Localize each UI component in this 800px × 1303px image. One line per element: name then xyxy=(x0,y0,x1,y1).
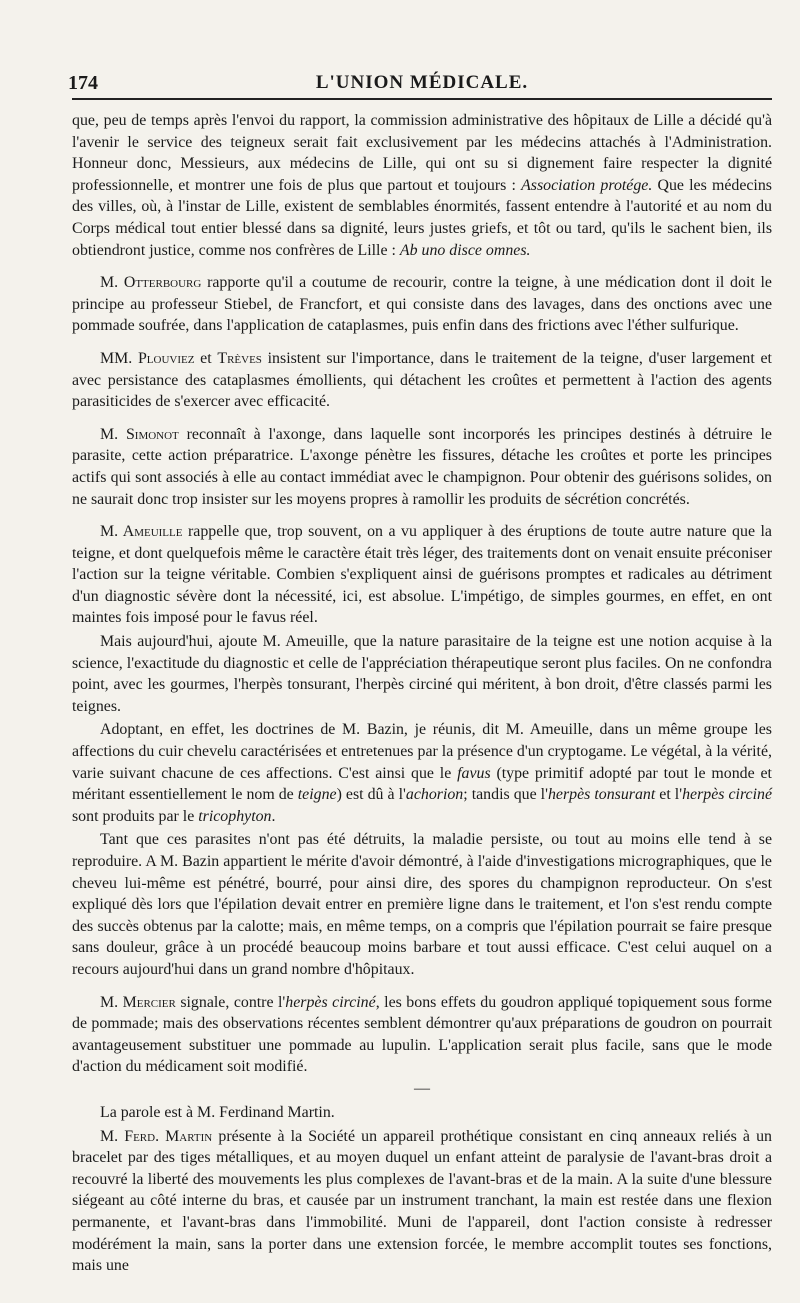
paragraph: M. Simonot reconnaît à l'axonge, dans laquelle sont incorporés les principes destinés à détruire le parasite, cette action préparatrice. L'axonge pénètre les fissures, détache les croûtes et porte les principes actifs qui sont associés à elle au contact immédiat avec le champignon. Pour obtenir des guérisons solides, on ne saurait donc trop insister sur les moyens propres à ramollir les produits de sécrétion concrétés. xyxy=(72,425,772,508)
paragraph: Tant que ces parasites n'ont pas été détruits, la maladie persiste, ou tout au moins elle tend à se reproduire. A M. Bazin appartient le mérite d'avoir démontré, à l'aide d'investigations micrographiques, que le cheveu lui-même est pénétré, bourré, pour ainsi dire, des spores du champignon reproducteur. On s'est expliqué dès lors que l'épilation devait entrer en première ligne dans le traitement, et l'on s'est rendu compte des succès obtenus par la calotte; mais, en même temps, on a compris que l'épilation pourrait se faire presque sans douleur, grâce à un procédé beaucoup moins barbare et tout aussi efficace. C'est celui auquel on a recours aujourd'hui dans un grand nombre d'hôpitaux. xyxy=(72,831,772,978)
page-number: 174 xyxy=(68,72,98,94)
paragraph: M. Ferd. Martin présente à la Société un appareil prothétique consistant en cinq anneaux reliés à un bracelet par des tiges métalliques, et au moyen duquel un enfant atteint de paralysie de l'avant-bras droit a recouvré la liberté des mouvements les plus complexes de l'avant-bras et de la main. A la suite d'une blessure siégeant au côté interne du bras, et causée par un instrument tranchant, la main est restée dans une flexion permanente, et l'avant-bras dans l'immobilité. Muni de l'appareil, dont l'action consiste à redresser modérément la main, sans la porter dans une extension forcée, le membre accomplit toutes ses fonctions, mais une xyxy=(72,1127,772,1275)
paragraph: M. Ameuille rappelle que, trop souvent, on a vu appliquer à des éruptions de toute autre nature que la teigne, et dont quelquefois même le caractère était très léger, des traitements dont on venait ensuite préconiser l'action sur la teigne véritable. Combien s'expliquent ainsi de guérisons promptes et radicales au détriment d'un diagnostic sévère dont la nécessité, ici, est absolue. L'impétigo, de simples gourmes, en effet, en ont maintes fois imposé pour le favus réel. xyxy=(72,523,772,627)
page-header xyxy=(68,66,772,100)
paragraph: M. Otterbourg rapporte qu'il a coutume de recourir, contre la teigne, à une médication dont il doit le principe au professeur Stiebel, de Francfort, et qui consiste dans des lavages, dans des onctions avec une pommade soufrée, dans l'application de cataplasmes, puis enfin dans des frictions avec l'éther sulfurique. xyxy=(72,274,772,335)
speaker-name: M. Ameuille xyxy=(100,523,183,541)
article-body xyxy=(72,110,772,1277)
paragraph: M. Mercier signale, contre l'herpès circiné, les bons effets du goudron appliqué topiquement sous forme de pommade; mais des observations récentes semblent démontrer qu'aux préparations de goudron on pourrait avantageusement substituer une pommade au lupulin. L'application serait plus facile, sans que le mode d'action du médicament soit modifié. xyxy=(72,993,772,1076)
speaker-name: M. Mercier xyxy=(100,993,176,1011)
paragraph: MM. Plouviez et Trèves insistent sur l'importance, dans le traitement de la teigne, d'user largement et avec persistance des cataplasmes émollients, qui détachent les croûtes et permettent à l'action des agents parasiticides de s'exercer avec efficacité. xyxy=(72,349,772,411)
speaker-name: Trèves xyxy=(217,349,262,367)
speaker-name: Plouviez xyxy=(137,349,195,367)
running-title: L'UNION MÉDICALE. xyxy=(315,72,529,93)
paragraph: La parole est à M. Ferdinand Martin. xyxy=(100,1103,335,1121)
paragraph: que, peu de temps après l'envoi du rapport, la commission administrative des hôpitaux de Lille a décidé qu'à l'avenir le service des teigneux serait fait exclusivement par les médecins attachés à l'Administration. Honneur donc, Messieurs, aux médecins de Lille, qui ont su si dignement faire respecter la dignité professionnelle, et montrer une fois de plus que partout et toujours : Association protége. Que les médecins des villes, où, à l'instar de Lille, existent de semblables énormités, fassent entendre à l'autorité et au nom du Corps médical tout entier blessé dans sa dignité, leurs justes griefs, et tôt ou tard, qu'ils le sachent bien, ils obtiendront justice, comme nos confrères de Lille : Ab uno disce omnes. xyxy=(72,112,772,259)
paragraph: Mais aujourd'hui, ajoute M. Ameuille, que la nature parasitaire de la teigne est une notion acquise à la science, l'exactitude du diagnostic et celle de l'appréciation thérapeutique seront plus faciles. On ne confondra point, avec les gourmes, l'herpès tonsurant, l'herpès circiné qui méritent, à bon droit, d'être classés parmi les teignes. xyxy=(72,633,772,715)
speaker-name: M. Simonot xyxy=(100,425,179,443)
paragraph: Adoptant, en effet, les doctrines de M. Bazin, je réunis, dit M. Ameuille, dans un même groupe les affections du cuir chevelu caractérisées et entretenues par la présence d'un cryptogame. Le végétal, à la vérité, varie suivant chacune de ces affections. C'est ainsi que le favus (type primitif adopté par tout le monde et méritant essentiellement le nom de teigne) est dû à l'achorion; tandis que l'herpès tonsurant et l'herpès circiné sont produits par le tricophyton. xyxy=(72,721,773,825)
speaker-name: M. Ferd. Martin xyxy=(100,1127,213,1145)
speaker-name: M. Otterbourg xyxy=(100,274,202,292)
section-separator: — xyxy=(414,1079,430,1097)
